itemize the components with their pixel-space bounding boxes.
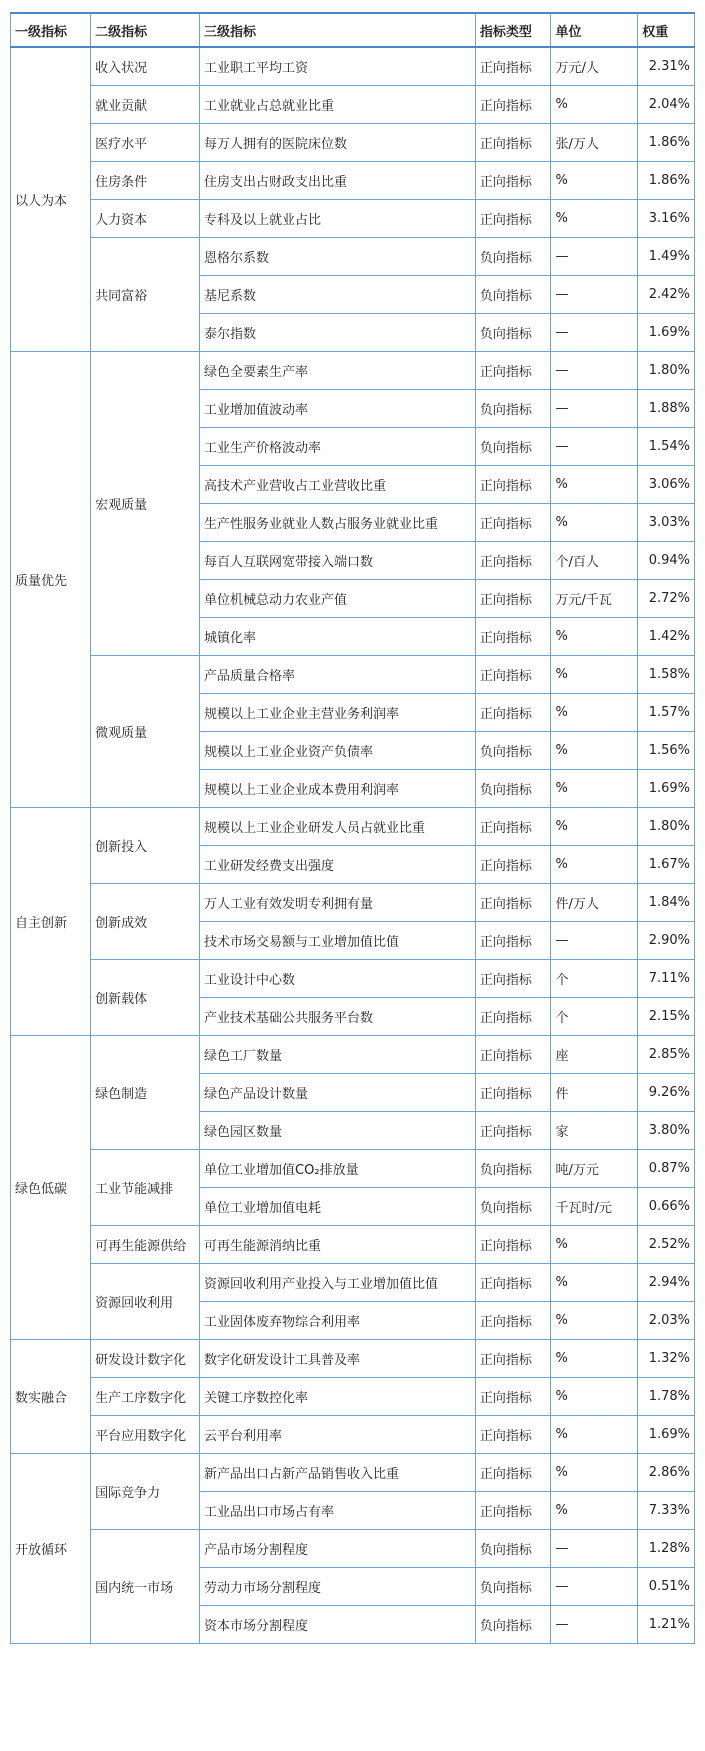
type-cell: 正向指标 [475,997,551,1035]
weight-cell: 1.42% [638,617,695,655]
table-row [11,883,695,921]
type-cell: 负向指标 [475,1567,551,1605]
weight-cell: 1.80% [638,351,695,389]
level3-cell: 绿色全要素生产率 [200,351,476,389]
table-row [11,85,695,123]
type-cell: 正向指标 [475,465,551,503]
unit-cell: 座 [551,1035,638,1073]
weight-cell: 1.86% [638,123,695,161]
level3-cell: 资源回收利用产业投入与工业增加值比值 [200,1263,476,1301]
type-cell: 正向指标 [475,1377,551,1415]
header-weight: 权重 [638,13,695,47]
weight-cell: 9.26% [638,1073,695,1111]
level2-cell: 医疗水平 [91,123,200,161]
unit-cell: % [551,617,638,655]
level3-cell: 专科及以上就业占比 [200,199,476,237]
weight-cell: 1.69% [638,769,695,807]
table-row [11,655,695,693]
unit-cell: 吨/万元 [551,1149,638,1187]
indicator-table [10,12,695,1644]
unit-cell: 家 [551,1111,638,1149]
type-cell: 正向指标 [475,351,551,389]
level2-cell: 绿色制造 [91,1035,200,1149]
type-cell: 正向指标 [475,1453,551,1491]
level3-cell: 资本市场分割程度 [200,1605,476,1643]
unit-cell: — [551,275,638,313]
weight-cell: 3.80% [638,1111,695,1149]
level3-cell: 基尼系数 [200,275,476,313]
type-cell: 正向指标 [475,503,551,541]
table-row [11,959,695,997]
level2-cell: 住房条件 [91,161,200,199]
level1-cell: 开放循环 [11,1453,91,1643]
level2-cell: 共同富裕 [91,237,200,351]
weight-cell: 3.16% [638,199,695,237]
table-row [11,1453,695,1491]
type-cell: 正向指标 [475,1035,551,1073]
weight-cell: 2.85% [638,1035,695,1073]
level3-cell: 生产性服务业就业人数占服务业就业比重 [200,503,476,541]
unit-cell: % [551,731,638,769]
level3-cell: 规模以上工业企业研发人员占就业比重 [200,807,476,845]
weight-cell: 1.54% [638,427,695,465]
weight-cell: 2.90% [638,921,695,959]
unit-cell: — [551,313,638,351]
weight-cell: 1.78% [638,1377,695,1415]
level3-cell: 新产品出口占新产品销售收入比重 [200,1453,476,1491]
level3-cell: 工业职工平均工资 [200,47,476,85]
level1-cell: 自主创新 [11,807,91,1035]
type-cell: 负向指标 [475,313,551,351]
weight-cell: 3.03% [638,503,695,541]
header-level1: 一级指标 [11,13,91,47]
type-cell: 负向指标 [475,1187,551,1225]
weight-cell: 2.03% [638,1301,695,1339]
type-cell: 正向指标 [475,541,551,579]
level3-cell: 规模以上工业企业资产负债率 [200,731,476,769]
weight-cell: 2.31% [638,47,695,85]
unit-cell: 张/万人 [551,123,638,161]
type-cell: 正向指标 [475,1111,551,1149]
level2-cell: 研发设计数字化 [91,1339,200,1377]
level3-cell: 高技术产业营收占工业营收比重 [200,465,476,503]
level2-cell: 可再生能源供给 [91,1225,200,1263]
level3-cell: 住房支出占财政支出比重 [200,161,476,199]
type-cell: 负向指标 [475,769,551,807]
level3-cell: 城镇化率 [200,617,476,655]
unit-cell: 件 [551,1073,638,1111]
weight-cell: 0.66% [638,1187,695,1225]
header-unit: 单位 [551,13,638,47]
unit-cell: % [551,1491,638,1529]
unit-cell: % [551,1453,638,1491]
unit-cell: — [551,427,638,465]
table-row [11,1377,695,1415]
level2-cell: 国际竞争力 [91,1453,200,1529]
level2-cell: 微观质量 [91,655,200,807]
level3-cell: 恩格尔系数 [200,237,476,275]
unit-cell: % [551,1377,638,1415]
unit-cell: % [551,465,638,503]
level3-cell: 工业研发经费支出强度 [200,845,476,883]
table-row [11,47,695,85]
level3-cell: 工业固体废弃物综合利用率 [200,1301,476,1339]
weight-cell: 0.87% [638,1149,695,1187]
unit-cell: 个 [551,959,638,997]
level3-cell: 单位机械总动力农业产值 [200,579,476,617]
table-row [11,237,695,275]
unit-cell: % [551,655,638,693]
weight-cell: 1.86% [638,161,695,199]
type-cell: 负向指标 [475,427,551,465]
table-row [11,199,695,237]
unit-cell: % [551,85,638,123]
type-cell: 负向指标 [475,731,551,769]
level3-cell: 单位工业增加值电耗 [200,1187,476,1225]
type-cell: 正向指标 [475,959,551,997]
level2-cell: 资源回收利用 [91,1263,200,1339]
level1-cell: 以人为本 [11,47,91,351]
weight-cell: 2.42% [638,275,695,313]
table-row [11,161,695,199]
type-cell: 负向指标 [475,389,551,427]
table-row [11,1263,695,1301]
type-cell: 正向指标 [475,617,551,655]
weight-cell: 7.11% [638,959,695,997]
level2-cell: 国内统一市场 [91,1529,200,1643]
type-cell: 负向指标 [475,1529,551,1567]
weight-cell: 2.52% [638,1225,695,1263]
unit-cell: 件/万人 [551,883,638,921]
level3-cell: 产品质量合格率 [200,655,476,693]
unit-cell: — [551,237,638,275]
level2-cell: 人力资本 [91,199,200,237]
weight-cell: 1.84% [638,883,695,921]
type-cell: 正向指标 [475,123,551,161]
weight-cell: 1.56% [638,731,695,769]
unit-cell: 个 [551,997,638,1035]
type-cell: 正向指标 [475,921,551,959]
table-row [11,123,695,161]
type-cell: 正向指标 [475,199,551,237]
level3-cell: 规模以上工业企业成本费用利润率 [200,769,476,807]
level3-cell: 工业设计中心数 [200,959,476,997]
table-row [11,1149,695,1187]
unit-cell: — [551,351,638,389]
type-cell: 正向指标 [475,1491,551,1529]
unit-cell: % [551,1339,638,1377]
table-body [11,47,695,1643]
unit-cell: % [551,693,638,731]
weight-cell: 1.58% [638,655,695,693]
level3-cell: 劳动力市场分割程度 [200,1567,476,1605]
level3-cell: 泰尔指数 [200,313,476,351]
table-row [11,807,695,845]
unit-cell: % [551,161,638,199]
weight-cell: 1.28% [638,1529,695,1567]
weight-cell: 2.72% [638,579,695,617]
level2-cell: 创新投入 [91,807,200,883]
unit-cell: 个/百人 [551,541,638,579]
weight-cell: 1.49% [638,237,695,275]
unit-cell: % [551,769,638,807]
header-type: 指标类型 [475,13,551,47]
type-cell: 正向指标 [475,693,551,731]
weight-cell: 2.94% [638,1263,695,1301]
unit-cell: 万元/千瓦 [551,579,638,617]
weight-cell: 7.33% [638,1491,695,1529]
level2-cell: 生产工序数字化 [91,1377,200,1415]
type-cell: 正向指标 [475,47,551,85]
table-row [11,1415,695,1453]
level3-cell: 万人工业有效发明专利拥有量 [200,883,476,921]
table-row [11,351,695,389]
unit-cell: 千瓦时/元 [551,1187,638,1225]
weight-cell: 3.06% [638,465,695,503]
level3-cell: 技术市场交易额与工业增加值比值 [200,921,476,959]
level3-cell: 绿色园区数量 [200,1111,476,1149]
weight-cell: 1.57% [638,693,695,731]
type-cell: 正向指标 [475,1415,551,1453]
level3-cell: 规模以上工业企业主营业务利润率 [200,693,476,731]
level3-cell: 产业技术基础公共服务平台数 [200,997,476,1035]
type-cell: 正向指标 [475,655,551,693]
unit-cell: 万元/人 [551,47,638,85]
level2-cell: 工业节能减排 [91,1149,200,1225]
table-row [11,1035,695,1073]
unit-cell: — [551,1529,638,1567]
level3-cell: 绿色工厂数量 [200,1035,476,1073]
unit-cell: % [551,1263,638,1301]
unit-cell: — [551,921,638,959]
weight-cell: 2.86% [638,1453,695,1491]
type-cell: 正向指标 [475,579,551,617]
level1-cell: 绿色低碳 [11,1035,91,1339]
weight-cell: 2.15% [638,997,695,1035]
level3-cell: 单位工业增加值CO₂排放量 [200,1149,476,1187]
weight-cell: 2.04% [638,85,695,123]
unit-cell: % [551,845,638,883]
unit-cell: % [551,1415,638,1453]
type-cell: 正向指标 [475,161,551,199]
level2-cell: 宏观质量 [91,351,200,655]
weight-cell: 1.69% [638,313,695,351]
type-cell: 负向指标 [475,1605,551,1643]
type-cell: 正向指标 [475,883,551,921]
type-cell: 负向指标 [475,1149,551,1187]
weight-cell: 0.94% [638,541,695,579]
level3-cell: 产品市场分割程度 [200,1529,476,1567]
type-cell: 正向指标 [475,85,551,123]
type-cell: 正向指标 [475,1225,551,1263]
type-cell: 负向指标 [475,275,551,313]
type-cell: 正向指标 [475,1073,551,1111]
level2-cell: 平台应用数字化 [91,1415,200,1453]
weight-cell: 1.80% [638,807,695,845]
table-row [11,1529,695,1567]
table-row [11,1225,695,1263]
unit-cell: % [551,1301,638,1339]
level3-cell: 工业就业占总就业比重 [200,85,476,123]
unit-cell: — [551,1567,638,1605]
weight-cell: 0.51% [638,1567,695,1605]
type-cell: 正向指标 [475,845,551,883]
type-cell: 正向指标 [475,1339,551,1377]
type-cell: 负向指标 [475,237,551,275]
level3-cell: 工业品出口市场占有率 [200,1491,476,1529]
unit-cell: % [551,1225,638,1263]
header-row [11,13,695,47]
level2-cell: 就业贡献 [91,85,200,123]
level1-cell: 数实融合 [11,1339,91,1453]
level3-cell: 关键工序数控化率 [200,1377,476,1415]
level3-cell: 工业生产价格波动率 [200,427,476,465]
header-level2: 二级指标 [91,13,200,47]
type-cell: 正向指标 [475,807,551,845]
table-row [11,1339,695,1377]
unit-cell: % [551,503,638,541]
unit-cell: % [551,199,638,237]
level3-cell: 工业增加值波动率 [200,389,476,427]
type-cell: 正向指标 [475,1263,551,1301]
level3-cell: 每百人互联网宽带接入端口数 [200,541,476,579]
level3-cell: 可再生能源消纳比重 [200,1225,476,1263]
weight-cell: 1.67% [638,845,695,883]
level1-cell: 质量优先 [11,351,91,807]
weight-cell: 1.21% [638,1605,695,1643]
level3-cell: 数字化研发设计工具普及率 [200,1339,476,1377]
weight-cell: 1.32% [638,1339,695,1377]
unit-cell: — [551,389,638,427]
header-level3: 三级指标 [200,13,476,47]
level3-cell: 绿色产品设计数量 [200,1073,476,1111]
unit-cell: % [551,807,638,845]
weight-cell: 1.69% [638,1415,695,1453]
level2-cell: 创新成效 [91,883,200,959]
weight-cell: 1.88% [638,389,695,427]
type-cell: 正向指标 [475,1301,551,1339]
level2-cell: 创新载体 [91,959,200,1035]
unit-cell: — [551,1605,638,1643]
level3-cell: 云平台利用率 [200,1415,476,1453]
level2-cell: 收入状况 [91,47,200,85]
level3-cell: 每万人拥有的医院床位数 [200,123,476,161]
